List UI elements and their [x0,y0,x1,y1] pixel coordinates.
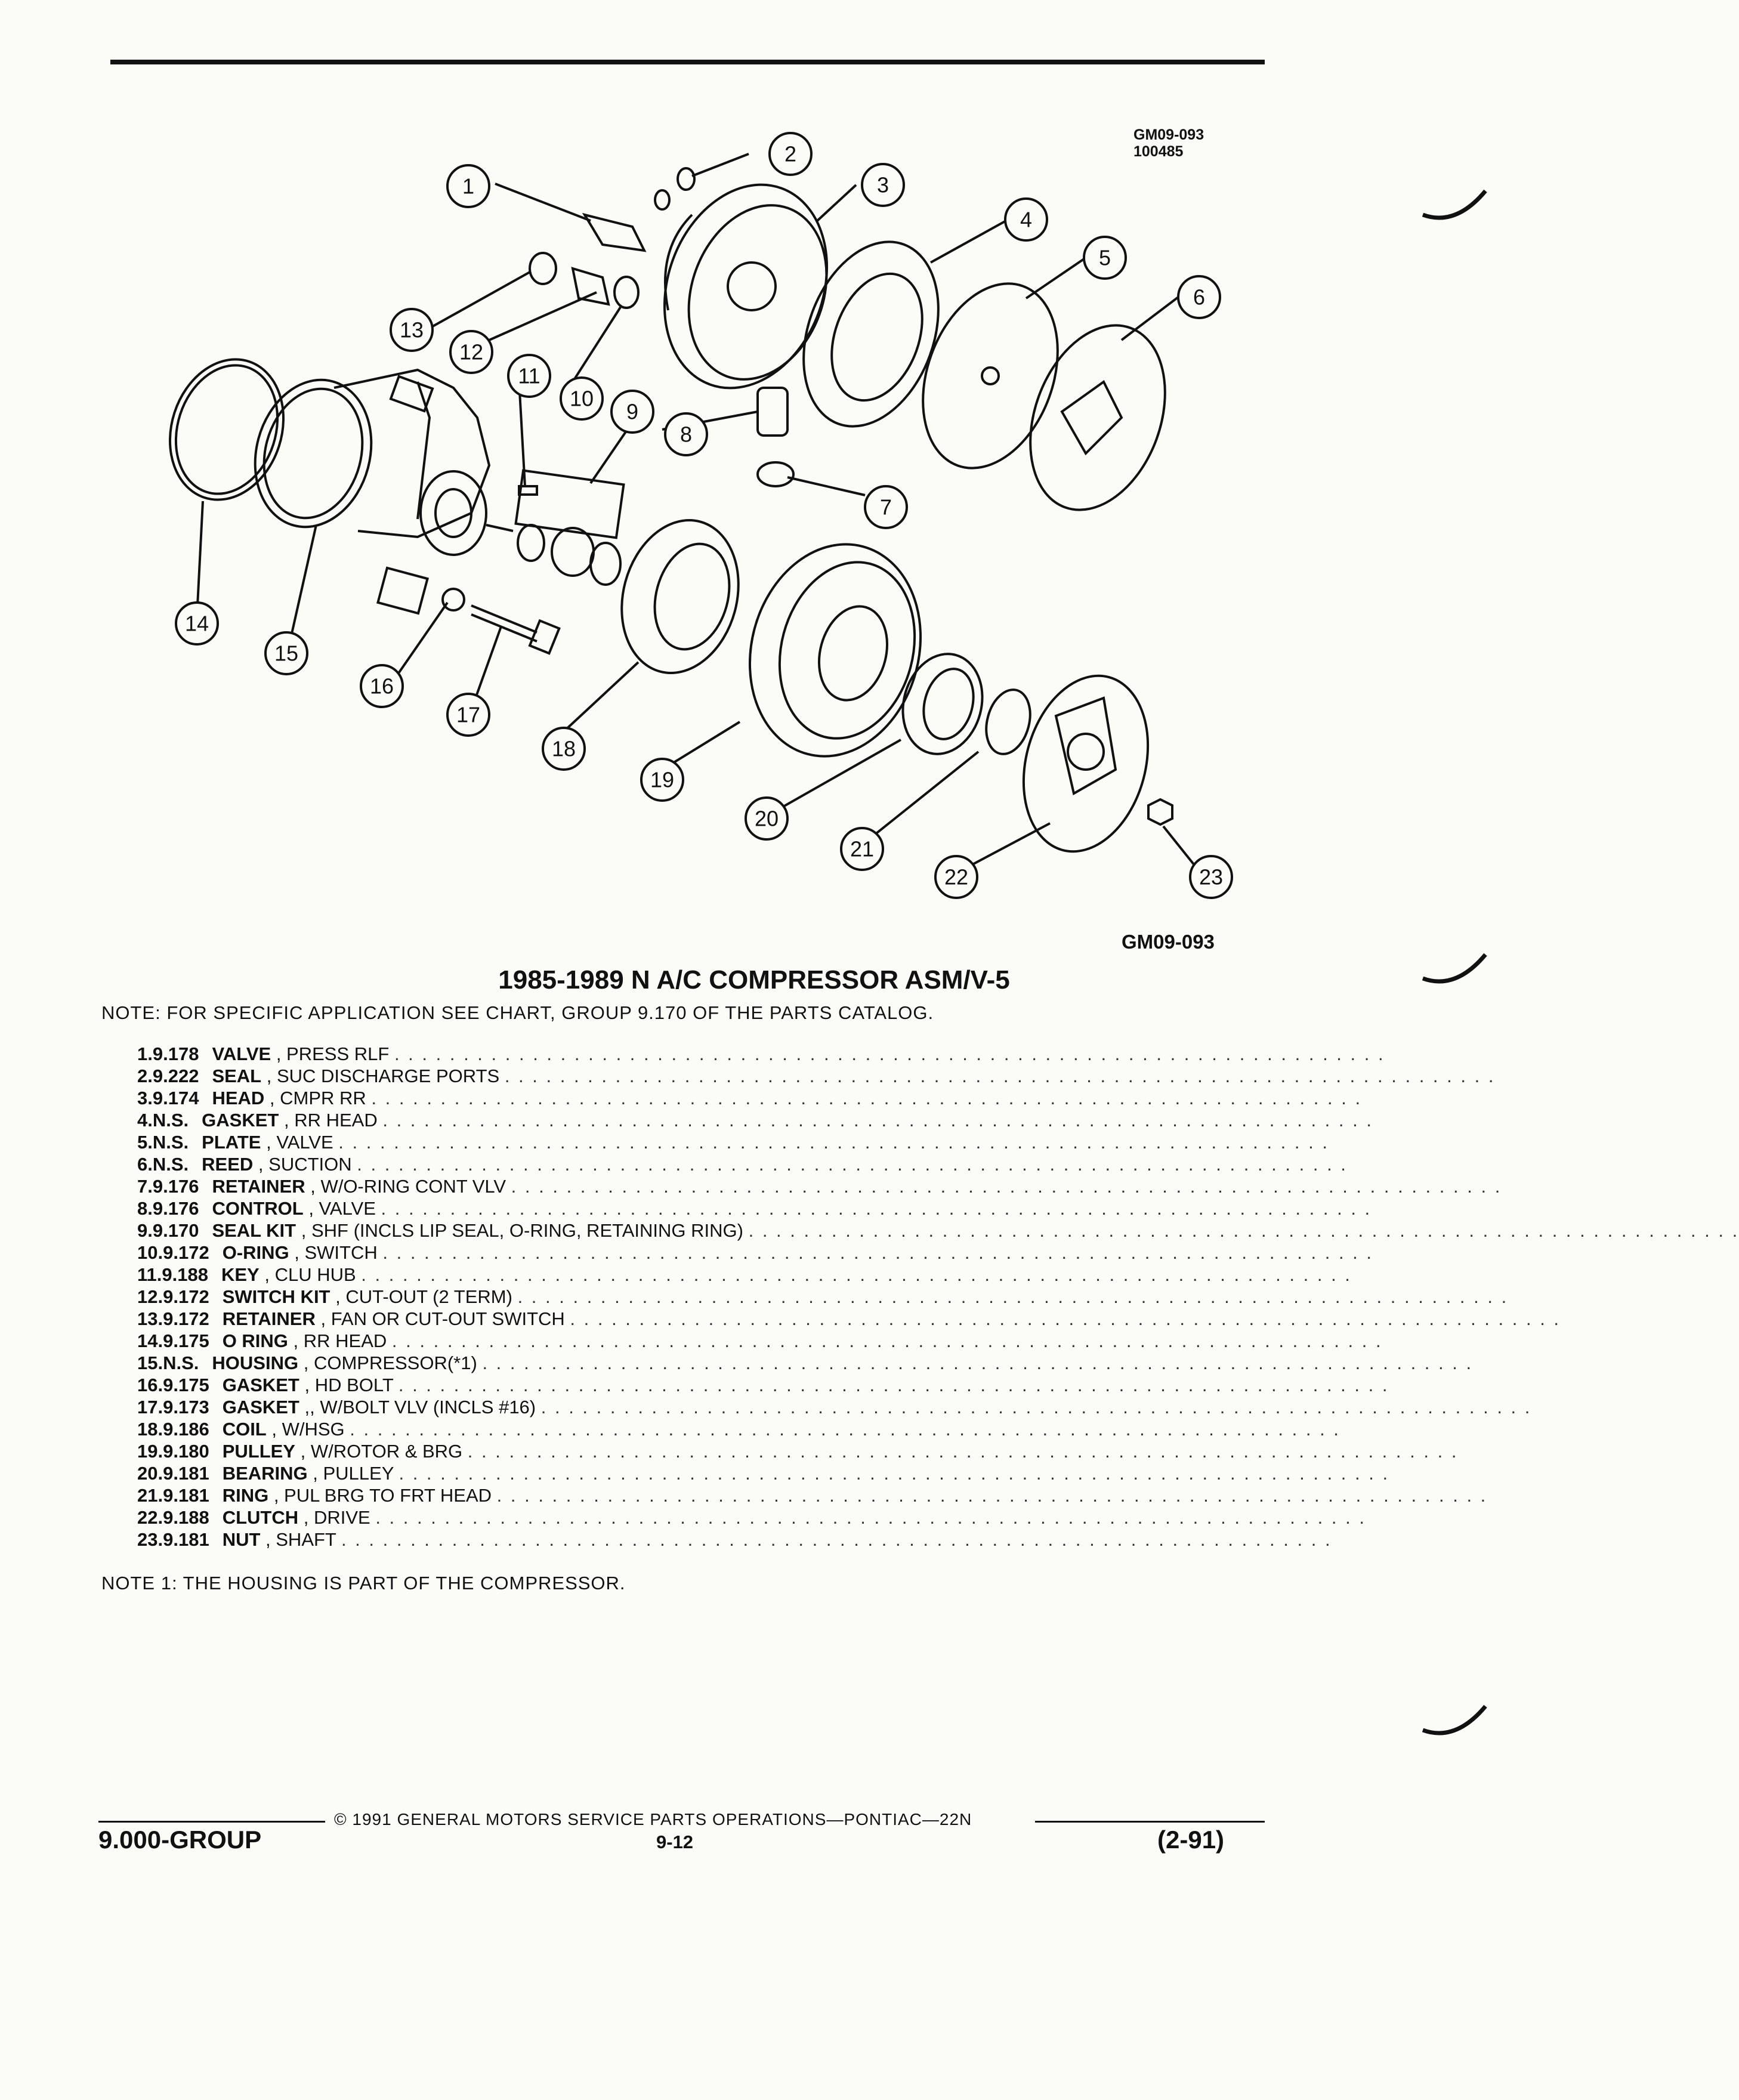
leader-dots: . . . . . . . . . . . . . . . . . . . . . . . . . . . . . . . . . . . . . . . . . . . . . . . . . . . . . . . . . . . . . . . . . . . . . . . . [399,1463,1390,1484]
part-index: 6. [137,1154,153,1175]
part-group: 9.175 [163,1375,209,1395]
leader-dots: . . . . . . . . . . . . . . . . . . . . . . . . . . . . . . . . . . . . . . . . . . . . . . . . . . . . . . . . . . . . . . . . . . . . . . . . [361,1264,1352,1285]
leader-dots: . . . . . . . . . . . . . . . . . . . . . . . . . . . . . . . . . . . . . . . . . . . . . . . . . . . . . . . . . . . . . . . . . . . . . . . . [570,1308,1561,1329]
part-name: HOUSING [212,1352,299,1373]
footer-group-code: 9.000-GROUP [98,1826,262,1854]
part-group: 9.173 [163,1397,209,1418]
parts-list [137,1043,1739,1551]
leader-dots: . . . . . . . . . . . . . . . . . . . . . . . . . . . . . . . . . . . . . . . . . . . . . . . . . . . . . . . . . . . . . . . . . . . . . . . . [382,1242,1374,1263]
leader-dots: . . . . . . . . . . . . . . . . . . . . . . . . . . . . . . . . . . . . . . . . . . . . . . . . . . . . . . . . . . . . . . . . . . . . . . . . [504,1066,1496,1086]
part-desc: , SHAFT [265,1529,336,1550]
housing-part [239,367,387,541]
part-name: KEY [221,1264,260,1285]
part-name: CONTROL [212,1198,304,1219]
leader-dots: . . . . . . . . . . . . . . . . . . . . . . . . . . . . . . . . . . . . . . . . . . . . . . . . . . . . . . . . . . . . . . . . . . . . . . . . [496,1485,1488,1506]
part-group: 9.176 [152,1176,199,1197]
part-group: N.S. [152,1154,189,1175]
parts-row [137,1374,1389,1396]
callout-label: 9 [626,399,639,424]
part-name: GASKET [222,1375,299,1395]
leader-dots: . . . . . . . . . . . . . . . . . . . . . . . . . . . . . . . . . . . . . . . . . . . . . . . . . . . . . . . . . . . . . . . . . . . . . . . . [381,1198,1372,1219]
part-group: N.S. [152,1110,189,1131]
parts-row [137,1396,1532,1418]
callout-label: 1 [462,174,475,199]
part-group: 9.188 [162,1264,208,1285]
figure-id-top: GM09-093 [1133,126,1204,143]
part-desc: , COMPRESSOR(*1) [303,1352,477,1373]
part-group: 9.178 [152,1043,199,1064]
leader-dots: . . . . . . . . . . . . . . . . . . . . . . . . . . . . . . . . . . . . . . . . . . . . . . . . . . . . . . . . . . . . . . . . . . . . . . . . [517,1286,1509,1307]
part-group: N.S. [152,1132,189,1153]
part-index: 3. [137,1088,153,1108]
part-index: 23. [137,1529,163,1550]
parts-row [137,1131,1329,1153]
leader-dots: . . . . . . . . . . . . . . . . . . . . . . . . . . . . . . . . . . . . . . . . . . . . . . . . . . . . . . . . . . . . . . . . . . . . . . . . [398,1375,1389,1395]
part-group: 9.175 [163,1330,209,1351]
part-name: GASKET [222,1397,299,1418]
leader-dots: . . . . . . . . . . . . . . . . . . . . . . . . . . . . . . . . . . . . . . . . . . . . . . . . . . . . . . . . . . . . . . . . . . . . . . . . [375,1507,1366,1528]
leader-dots: . . . . . . . . . . . . . . . . . . . . . . . . . . . . . . . . . . . . . . . . . . . . . . . . . . . . . . . . . . . . . . . . . . . . . . . . [371,1088,1363,1108]
reed-part [1006,307,1190,529]
shaft-nut-part [1148,799,1172,824]
part-name: VALVE [212,1043,271,1064]
part-group: 9.176 [152,1198,199,1219]
part-desc: , CLU HUB [264,1264,356,1285]
part-name: HEAD [212,1088,265,1108]
part-name: BEARING [222,1463,308,1484]
parts-row [137,1308,1561,1330]
part-desc: , CMPR RR [269,1088,366,1108]
part-desc: , HD BOLT [304,1375,394,1395]
part-index: 9. [137,1220,153,1241]
parts-row [137,1197,1372,1219]
part-desc: , SWITCH [294,1242,378,1263]
footer-rule-left [98,1821,325,1823]
part-name: GASKET [202,1110,279,1131]
valve-plate-part [899,265,1082,487]
callout-label: 19 [650,767,675,792]
callout-label: 15 [274,641,299,666]
part-index: 7. [137,1176,153,1197]
parts-row [137,1065,1496,1087]
part-name: NUT [222,1529,261,1550]
callout-label: 20 [754,806,779,831]
gasket-part [780,223,963,446]
part-group: 9.181 [163,1485,209,1506]
leader-dots: . . . . . . . . . . . . . . . . . . . . . . . . . . . . . . . . . . . . . . . . . . . . . . . . . . . . . . . . . . . . . . . . . . . . . . . . [394,1043,1385,1064]
part-desc: , RR HEAD [293,1330,387,1351]
callout-label: 17 [456,702,481,727]
part-desc: , PUL BRG TO FRT HEAD [273,1485,492,1506]
part-desc: , SHF (INCLS LIP SEAL, O-RING, RETAINING RING) [301,1220,743,1241]
part-index: 19. [137,1441,163,1462]
part-name: O RING [222,1330,288,1351]
parts-row [137,1506,1366,1528]
part-group: 9.172 [163,1242,209,1263]
part-group: 9.188 [163,1507,209,1528]
callout-label: 18 [551,736,576,761]
part-name: COIL [222,1419,267,1440]
leader-dots: . . . . . . . . . . . . . . . . . . . . . . . . . . . . . . . . . . . . . . . . . . . . . . . . . . . . . . . . . . . . . . . . . . . . . . . . [482,1352,1474,1373]
parts-row [137,1330,1383,1352]
part-group: 9.170 [152,1220,199,1241]
coil-part [606,507,755,686]
part-name: SEAL KIT [212,1220,296,1241]
binder-mark [1420,179,1491,233]
callout-label: 14 [184,611,209,636]
callout-label: 7 [879,495,892,520]
part-desc: , W/ROTOR & BRG [300,1441,463,1462]
part-index: 14. [137,1330,163,1351]
part-name: SWITCH KIT [222,1286,330,1307]
parts-row [137,1440,1459,1462]
part-index: 2. [137,1066,153,1086]
part-group: N.S. [163,1352,199,1373]
parts-row [137,1484,1488,1506]
part-index: 5. [137,1132,153,1153]
part-group: 9.174 [152,1088,199,1108]
figure-id-bottom: GM09-093 [1122,931,1215,953]
callout-label: 3 [876,172,889,197]
part-index: 8. [137,1198,153,1219]
part-group: 9.172 [163,1286,209,1307]
parts-row [137,1153,1348,1175]
part-name: RING [222,1485,269,1506]
part-index: 10. [137,1242,163,1263]
part-desc: , PULLEY [313,1463,394,1484]
part-desc: , W/O-RING CONT VLV [310,1176,506,1197]
callout-label: 21 [850,836,875,861]
part-name: REED [202,1154,254,1175]
part-index: 21. [137,1485,163,1506]
callout-label: 13 [399,317,424,342]
part-index: 12. [137,1286,163,1307]
part-group: 9.186 [163,1419,209,1440]
leader-dots: . . . . . . . . . . . . . . . . . . . . . . . . . . . . . . . . . . . . . . . . . . . . . . . . . . . . . . . . . . . . . . . . . . . . . . . . [467,1441,1459,1462]
part-name: SEAL [212,1066,262,1086]
part-group: 9.180 [163,1441,209,1462]
part-desc: , PRESS RLF [276,1043,390,1064]
part-desc: , RR HEAD [283,1110,378,1131]
leader-dots: . . . . . . . . . . . . . . . . . . . . . . . . . . . . . . . . . . . . . . . . . . . . . . . . . . . . . . . . . . . . . . . . . . . . . . . . [341,1529,1332,1550]
part-desc: , VALVE [308,1198,376,1219]
callout-label: 5 [1098,245,1111,270]
part-index: 13. [137,1308,163,1329]
parts-row [137,1242,1374,1264]
parts-row [137,1043,1385,1065]
part-desc: , VALVE [266,1132,333,1153]
page-title: 1985-1989 N A/C COMPRESSOR ASM/V-5 [498,965,1010,995]
part-group: 9.222 [152,1066,199,1086]
callout-label: 10 [569,386,594,411]
relief-valve-part [585,215,644,251]
parts-row [137,1352,1474,1374]
callout-label: 22 [944,864,969,890]
binder-mark [1420,943,1491,996]
callout-label: 16 [369,674,394,699]
callout-label: 4 [1020,207,1033,232]
leader-dots: . . . . . . . . . . . . . . . . . . . . . . . . . . . . . . . . . . . . . . . . . . . . . . . . . . . . . . . . . . . . . . . . . . . . . . . . [338,1132,1329,1153]
housing-note: NOTE 1: THE HOUSING IS PART OF THE COMPRESSOR. [101,1573,626,1593]
callout-label: 2 [784,141,797,166]
leader-dots: . . . . . . . . . . . . . . . . . . . . . . . . . . . . . . . . . . . . . . . . . . . . . . . . . . . . . . . . . . . . . . . . . . . . . . . . [540,1397,1532,1418]
parts-row [137,1462,1390,1484]
part-desc: , FAN OR CUT-OUT SWITCH [320,1308,565,1329]
part-name: PULLEY [222,1441,295,1462]
figure-date-code: 100485 [1133,143,1184,160]
application-note: NOTE: FOR SPECIFIC APPLICATION SEE CHART, GROUP 9.170 OF THE PARTS CATALOG. [101,1002,934,1023]
callout-label: 12 [459,339,484,365]
leader-dots: . . . . . . . . . . . . . . . . . . . . . . . . . . . . . . . . . . . . . . . . . . . . . . . . . . . . . . . . . . . . . . . . . . . . . . . . [382,1110,1373,1131]
part-index: 1. [137,1043,153,1064]
part-desc: ,, W/BOLT VLV (INCLS #16) [304,1397,536,1418]
part-group: 9.181 [163,1529,209,1550]
part-desc: , W/HSG [271,1419,345,1440]
part-index: 4. [137,1110,153,1131]
part-name: RETAINER [212,1176,305,1197]
revision-date: (2-91) [1157,1826,1225,1854]
callout-label: 11 [518,363,540,388]
parts-row [137,1219,1739,1242]
part-name: PLATE [202,1132,261,1153]
part-index: 17. [137,1397,163,1418]
callout-label: 6 [1193,285,1206,310]
part-desc: , SUCTION [258,1154,352,1175]
leader-dots: . . . . . . . . . . . . . . . . . . . . . . . . . . . . . . . . . . . . . . . . . . . . . . . . . . . . . . . . . . . . . . . . . . . . . . . . [391,1330,1383,1351]
footer-copyright: © 1991 GENERAL MOTORS SERVICE PARTS OPERATIONS—PONTIAC—22N [334,1810,972,1829]
exploded-diagram [0,0,1508,919]
footer-rule-right [1035,1821,1265,1823]
page-number: 9-12 [656,1832,694,1852]
parts-row [137,1175,1502,1197]
part-index: 20. [137,1463,163,1484]
binder-mark [1420,1694,1491,1748]
parts-row [137,1528,1332,1551]
part-index: 16. [137,1375,163,1395]
o-ring-large-part [152,344,301,514]
parts-row [137,1286,1509,1308]
parts-row [137,1087,1363,1109]
part-index: 11. [137,1264,162,1285]
part-name: O-RING [222,1242,289,1263]
leader-dots: . . . . . . . . . . . . . . . . . . . . . . . . . . . . . . . . . . . . . . . . . . . . . . . . . . . . . . . . . . . . . . . . . . . . . . . . [350,1419,1340,1440]
leader-dots: . . . . . . . . . . . . . . . . . . . . . . . . . . . . . . . . . . . . . . . . . . . . . . . . . . . . . . . . . . . . . . . . . . . . . . . . [511,1176,1502,1197]
leader-dots: . . . . . . . . . . . . . . . . . . . . . . . . . . . . . . . . . . . . . . . . . . . . . . . . . . . . . . . . . . . . . . . . . . . . . . . . [357,1154,1348,1175]
parts-row [137,1264,1352,1286]
part-desc: , SUC DISCHARGE PORTS [266,1066,500,1086]
parts-row [137,1418,1340,1440]
callout-label: 23 [1199,864,1224,890]
parts-row [137,1109,1373,1131]
part-index: 22. [137,1507,163,1528]
part-index: 15. [137,1352,163,1373]
leader-dots: . . . . . . . . . . . . . . . . . . . . . . . . . . . . . . . . . . . . . . . . . . . . . . . . . . . . . . . . . . . . . . . . . . . . . . . . [748,1220,1739,1241]
part-group: 9.172 [163,1308,209,1329]
callout-label: 8 [679,422,693,447]
bearing-part [892,645,993,763]
part-name: RETAINER [222,1308,316,1329]
part-group: 9.181 [163,1463,209,1484]
part-desc: , CUT-OUT (2 TERM) [335,1286,512,1307]
part-desc: , DRIVE [303,1507,370,1528]
part-index: 18. [137,1419,163,1440]
part-name: CLUTCH [222,1507,299,1528]
